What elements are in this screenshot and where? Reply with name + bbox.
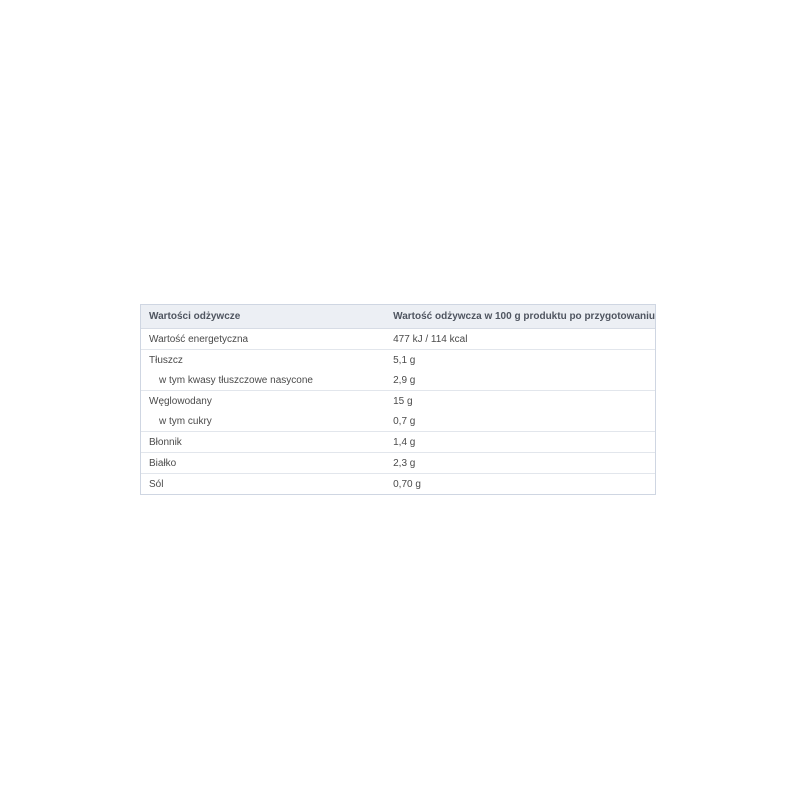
- nutrient-name: Sól: [141, 474, 385, 495]
- table-row: [141, 432, 655, 453]
- nutrient-name: Błonnik: [141, 432, 385, 453]
- nutrient-value: 2,3 g: [385, 453, 655, 474]
- nutrient-value: 0,7 g: [393, 415, 416, 427]
- table-row: [141, 453, 655, 474]
- nutrient-name: w tym kwasy tłuszczowe nasycone: [159, 374, 313, 386]
- header-value-per-100g: Wartość odżywcza w 100 g produktu po przygotowaniu: [385, 305, 655, 329]
- nutrient-name: w tym cukry: [159, 415, 212, 427]
- nutrient-value: 15 g: [385, 391, 655, 412]
- table-row: [141, 474, 655, 495]
- header-row: [141, 305, 655, 329]
- table-row: [141, 370, 655, 391]
- nutrient-value: 2,9 g: [393, 374, 416, 386]
- nutrition-table-container: [140, 304, 656, 495]
- nutrient-name: Tłuszcz: [141, 350, 385, 371]
- table-header: [141, 305, 655, 329]
- table-row: [141, 411, 655, 432]
- table-row: [141, 391, 655, 412]
- nutrition-table: [141, 305, 655, 494]
- table-row: [141, 329, 655, 350]
- nutrient-value: 5,1 g: [385, 350, 655, 371]
- nutrient-value: 0,70 g: [385, 474, 655, 495]
- header-nutrient: Wartości odżywcze: [141, 305, 385, 329]
- nutrient-name: Wartość energetyczna: [149, 333, 249, 345]
- nutrient-name: Węglowodany: [141, 391, 385, 412]
- table-row: [141, 350, 655, 371]
- nutrient-value: 1,4 g: [385, 432, 655, 453]
- nutrient-name: Białko: [141, 453, 385, 474]
- nutrient-value: 477 kJ / 114 kcal: [393, 333, 468, 345]
- table-body: [141, 329, 655, 495]
